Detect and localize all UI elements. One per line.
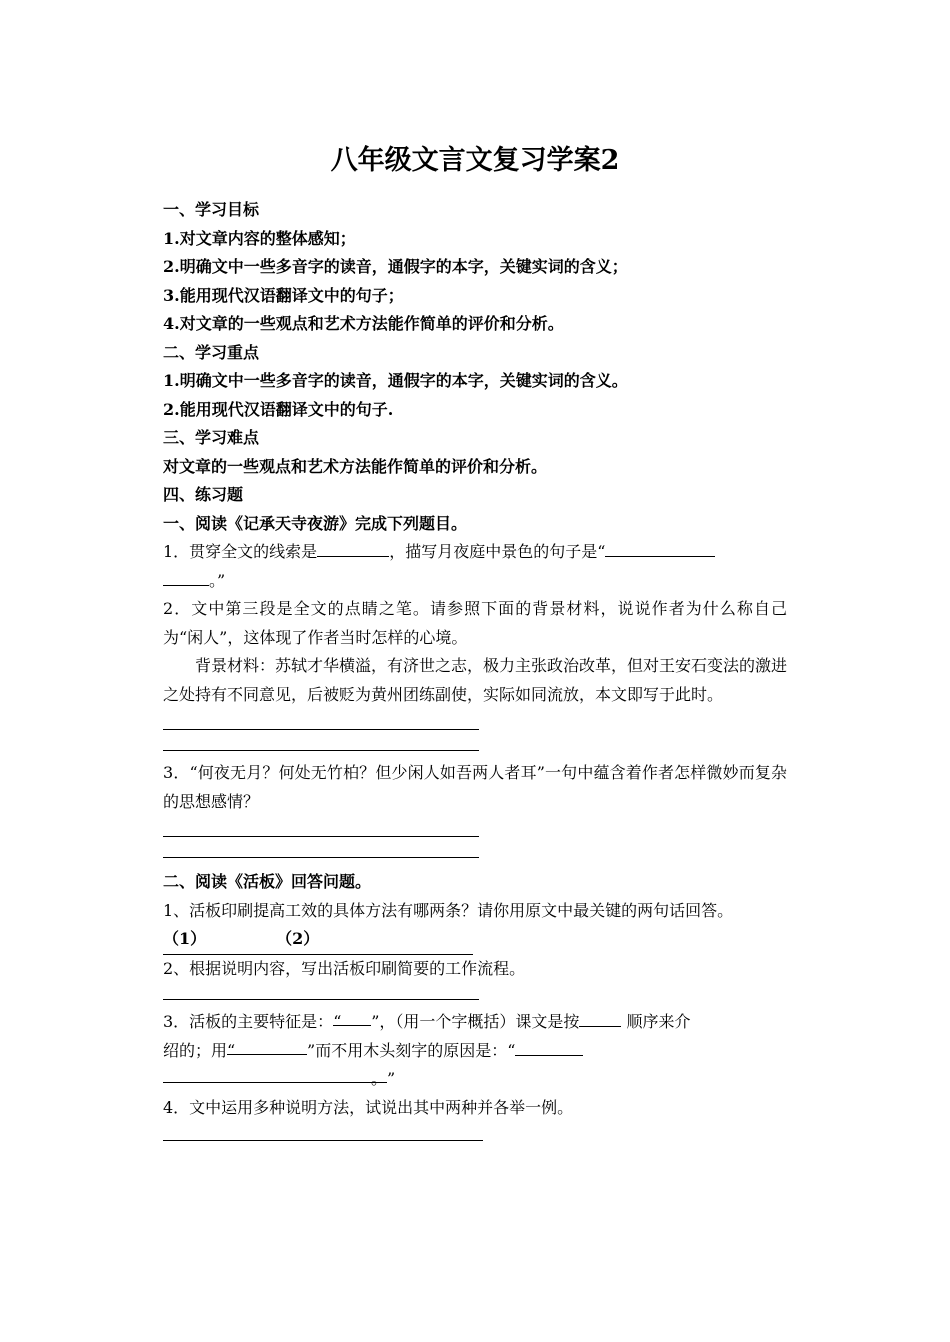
q3-quote-open-2: “ [227,1040,236,1060]
section-heading-focus: 二、学习重点 [163,342,260,362]
answer-line[interactable] [163,836,479,837]
part2-question-2: 2、根据说明内容，写出活板印刷简要的工作流程。 [163,958,526,978]
part1-heading: 一、阅读《记承天寺夜游》完成下列题目。 [163,513,468,533]
section-heading-exercises: 四、练习题 [163,485,244,504]
goal-item: 2.明确文中一些多音字的读音，通假字的本字，关键实词的含义； [163,257,628,276]
focus-item: 2.能用现代汉语翻译文中的句子. [163,399,394,419]
section-heading-difficulty: 三、学习难点 [163,428,260,447]
answer-blank[interactable] [317,539,389,557]
answer-line[interactable] [163,750,479,751]
background-material: 背景材料：苏轼才华横溢，有济世之志，极力主张政治改革，但对王安石变法的激进之处持有不同意见，后被贬为黄州团练副使，实际如同流放，本文即写于此时。 [163,656,788,704]
q3-text-d: 顺序来介 [621,1012,691,1031]
part1-question-3: 3．“何夜无月？何处无竹柏？但少闲人如吾两人者耳”一句中蕴含着作者怎样微妙而复杂的思想感情？ [163,763,787,811]
part2-question-3-cont [163,1037,787,1066]
answer-line[interactable] [163,857,479,858]
q3-quote-close: ” [387,1069,396,1088]
part2-question-1-answers [163,925,473,955]
goal-item: 1.对文章内容的整体感知； [163,228,356,248]
answer-blank[interactable] [605,539,715,557]
answer-option-1: （1） [163,929,207,948]
goal-item: 4.对文章的一些观点和艺术方法能作简单的评价和分析。 [163,314,564,333]
q3-text-a: 3．活板的主要特征是： [163,1012,334,1031]
answer-blank[interactable] [515,1038,583,1056]
answer-line[interactable] [163,999,479,1000]
part2-heading: 二、阅读《活板》回答问题。 [163,872,372,891]
answer-option-2: （2） [276,929,320,948]
goal-item: 3.能用现代汉语翻译文中的句子； [163,285,404,305]
q1-text-c: 。” [209,570,226,590]
q1-text-b: ，描写月夜庭中景色的句子是“ [389,542,606,561]
q3-text-g: ”而不用木头刻字的原因是：“ [307,1040,516,1060]
part2-question-3 [163,1008,787,1037]
q3-text-c: ”，（用一个字概括）课文是按 [371,1012,580,1031]
document-page [163,140,787,1149]
part2-question-1: 1、活板印刷提高工效的具体方法有哪两条？请你用原文中最关键的两句话回答。 [163,900,734,920]
answer-blank[interactable] [227,1037,307,1060]
answer-blank[interactable] [579,1009,621,1027]
section-heading-goals: 一、学习目标 [163,200,260,219]
difficulty-text: 对文章的一些观点和艺术方法能作简单的评价和分析。 [163,456,548,476]
q3-text-e: 绍的；用 [163,1040,228,1060]
part1-question-1-cont [163,567,787,596]
page-title: 八年级文言文复习学案2 [330,145,620,176]
answer-blank[interactable] [333,1008,371,1031]
answer-blank[interactable] [163,1065,387,1088]
part1-question-2: 2．文中第三段是全文的点睛之笔。请参照下面的背景材料，说说作者为什么称自己为“闲人”，这体现了作者当时怎样的心境。 [163,599,787,647]
answer-line[interactable] [163,1140,483,1141]
focus-item: 1.明确文中一些多音字的读音，通假字的本字，关键实词的含义。 [163,371,628,390]
part2-question-4: 4．文中运用多种说明方法，试说出其中两种并各举一例。 [163,1097,574,1117]
part2-question-3-cont2 [163,1065,787,1094]
q3-quote-open: “ [333,1012,342,1031]
answer-blank[interactable] [163,568,209,586]
answer-line[interactable] [163,729,479,730]
q3-period: 。 [370,1069,387,1088]
part1-question-1 [163,538,787,567]
q1-text-a: 1．贯穿全文的线索是 [163,542,318,561]
